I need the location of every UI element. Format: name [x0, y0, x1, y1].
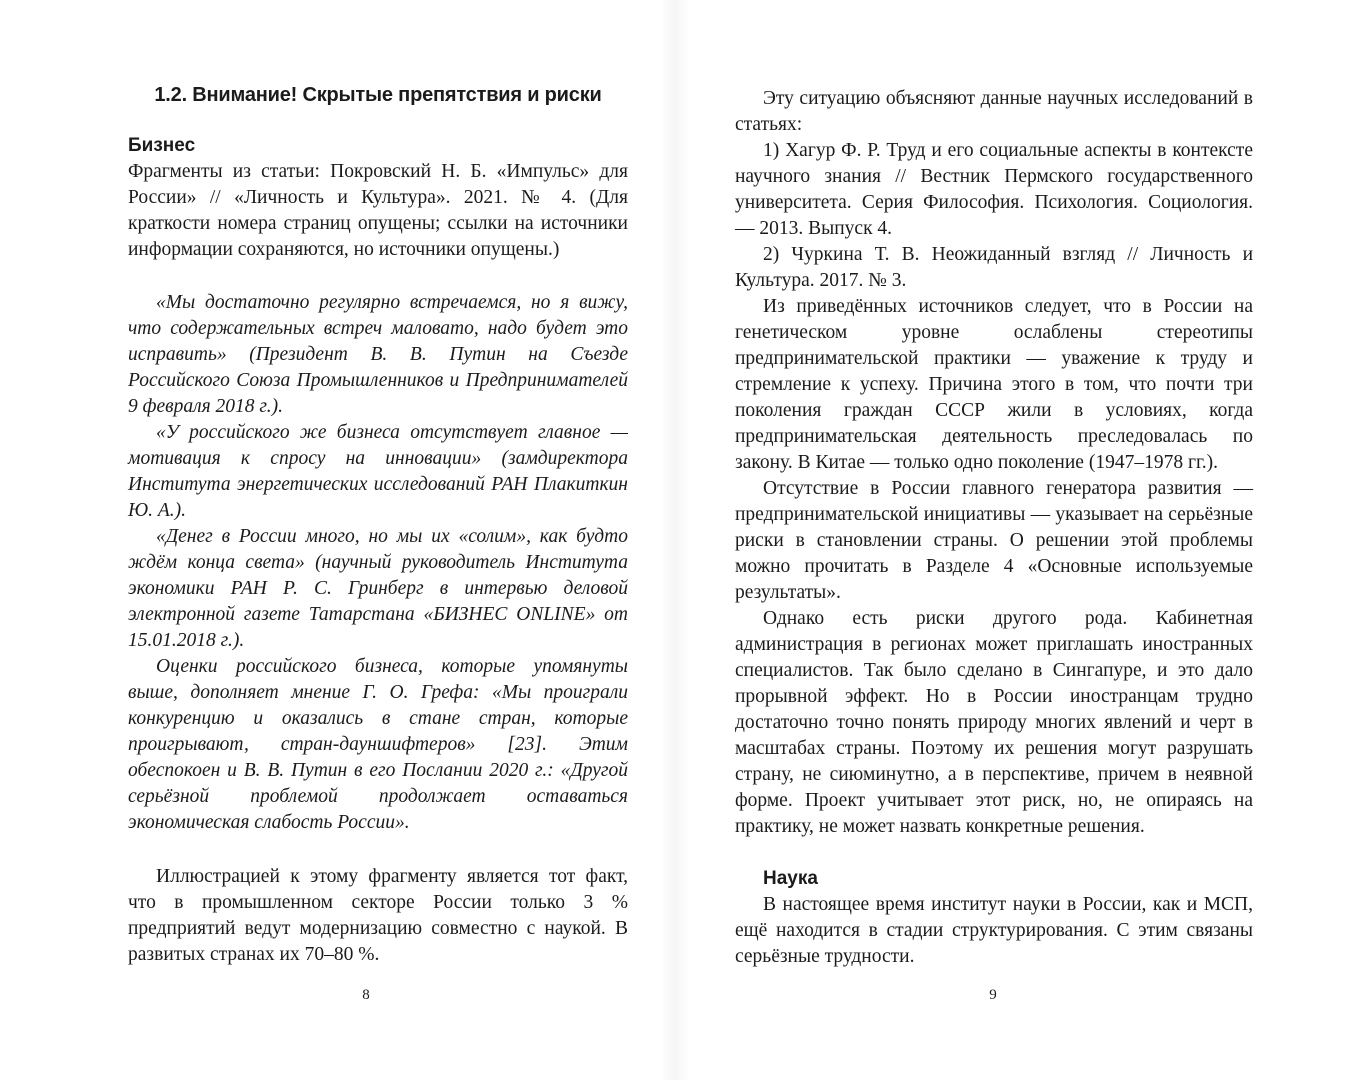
section-heading-business: Бизнес [128, 135, 196, 156]
absence-paragraph: Отсутствие в России главного генератора развития — предпринимательской инициативы — указывает на серьёзные риски в становлении страны. О решении этой проблемы можно прочитать в Разделе 4 «Основные используемые результаты». [735, 478, 1253, 603]
page-number-right: 9 [989, 987, 997, 1003]
section-heading-science: Наука [763, 868, 818, 889]
chapter-title: 1.2. Внимание! Скрытые препятствия и риски [154, 84, 602, 106]
intro-paragraph: Эту ситуацию объясняют данные научных исследований в статьях: [735, 88, 1253, 135]
illustration-paragraph: Иллюстрацией к этому фрагменту является тот факт, что в промышленном секторе России только 3 % предприятий ведут модернизацию совместно с наукой. В развитых странах их 70–80 %. [128, 866, 628, 965]
science-paragraph: В настоящее время институт науки в России, как и МСП, ещё находится в стадии структурирования. С этим связаны серьёзные трудности. [735, 894, 1253, 967]
reference-1: 1) Хагур Ф. Р. Труд и его социальные аспекты в контексте научного знания // Вестник Пермского государственного университета. Серия Философия. Психология. Социология. — 2013. Выпуск 4. [735, 140, 1253, 239]
genetic-paragraph: Из приведённых источников следует, что в России на генетическом уровне ослаблены стереотипы предпринимательской практики — уважение к труду и стремление к успеху. Причина этого в том, что почти три поколения граждан СССР жили в условиях, когда предпринимательская деятельность преследовалась по закону. В Китае — только одно поколение (1947–1978 гг.). [735, 296, 1253, 473]
reference-2: 2) Чуркина Т. В. Неожиданный взгляд // Личность и Культура. 2017. № 3. [735, 244, 1253, 291]
quote-grinberg: «Денег в России много, но мы их «солим», как будто ждём конца света» (научный руководитель Института экономики РАН Р. С. Гринберг в интервью деловой электронной газете Татарстана «БИЗНЕС ONLINE» от 15.01.2018 г.). [128, 526, 628, 651]
quote-gref: Оценки российского бизнеса, которые упомянуты выше, дополняет мнение Г. О. Грефа: «Мы проиграли конкуренцию и оказались в стане стран, которые проигрывают, стран-дауншифтеров» [23]. Этим обеспокоен и В. В. Путин в его Послании 2020 г.: «Другой серьёзной проблемой продолжает оставаться экономическая слабость России». [128, 656, 628, 833]
source-note: Фрагменты из статьи: Покровский Н. Б. «Импульс» для России» // «Личность и Культура». 2021. № 4. (Для краткости номера страниц опущены; ссылки на источники информации сохраняются, но источники опущены.) [128, 161, 628, 260]
page-number-left: 8 [362, 987, 370, 1003]
quote-putin-congress: «Мы достаточно регулярно встречаемся, но я вижу, что содержательных встреч маловато, надо будет это исправить» (Президент В. В. Путин на Съезде Российского Союза Промышленников и Предпринимателей 9 февраля 2018 г.). [128, 292, 628, 417]
book-gutter [660, 0, 690, 1080]
quote-plakitkin: «У российского же бизнеса отсутствует главное — мотивация к спросу на инновации» (замдиректора Института энергетических исследований РАН Плакиткин Ю. А.). [128, 422, 628, 521]
risks-paragraph: Однако есть риски другого рода. Кабинетная администрация в регионах может приглашать иностранных специалистов. Так было сделано в Сингапуре, и это дало прорывной эффект. Но в России иностранцам трудно достаточно точно понять природу многих явлений и черт в масштабах страны. Поэтому их решения могут разрушать страну, не сиюминутно, а в перспективе, причем в неявной форме. Проект учитывает этот риск, но, не опираясь на практику, не может назвать конкретные решения. [735, 608, 1253, 837]
